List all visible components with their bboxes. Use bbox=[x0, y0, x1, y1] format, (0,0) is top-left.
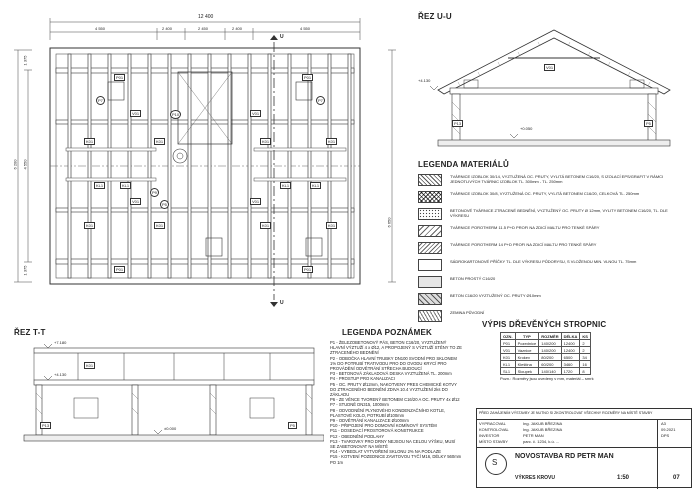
legend-text: SÁDROKARTONOVÉ PŘÍČKY TL. DLE VÝKRESU PŮDORYSU, S VLOŽENOU MIN. VLNOU TL. 75mm bbox=[450, 259, 637, 264]
dim-right-total: 6 650 bbox=[386, 217, 392, 228]
tb-stage: DPS bbox=[661, 433, 670, 438]
tag-k01-g: K01 bbox=[262, 223, 270, 228]
dim-left-seg-3: 1 375 bbox=[22, 265, 28, 276]
legend-item bbox=[418, 189, 688, 207]
table-cell: Pozednice bbox=[515, 340, 539, 347]
legend-item bbox=[418, 291, 688, 309]
legend-item bbox=[418, 206, 688, 224]
note-item: P5 - OC. PRUTY Ø12mm, NAKOTVENY PRES CHEMICKÉ KOTVY DO ZTRACENÉHO BEDNĚNÍ ZDIVA 10.4 VYZTUŽENÍ 2ks DO ZÁKLADU bbox=[330, 381, 457, 398]
section-uu-title: ŘEZ U-U bbox=[418, 12, 452, 21]
tt-tag-p13: P13 bbox=[42, 423, 50, 428]
legend-materials bbox=[418, 172, 690, 322]
swatch-earth bbox=[418, 310, 442, 322]
uu-level-2: +0.050 bbox=[520, 126, 533, 131]
tb-row-value: PETR MAN bbox=[523, 433, 544, 438]
legend-notes-title: LEGENDA POZNÁMEK bbox=[342, 328, 433, 337]
tag-k01-h: K01 bbox=[328, 223, 336, 228]
tb-row-label: KONTROLOVAL bbox=[479, 427, 509, 432]
note-item: P7 - STUDNĚ DN315, 1000mm bbox=[330, 402, 389, 408]
tag-p5: P5 bbox=[162, 202, 167, 207]
table-cell: 1720 bbox=[561, 368, 580, 375]
tt-level-1: +7.180 bbox=[54, 340, 67, 345]
table-header: TYP bbox=[515, 333, 539, 340]
note-item: P8 - ODVODNĚNÍ PLYNOVÉHO KONDENZAČNÍHO KOTLE, PLASTOVÉ KOLO, POTRUBÍ Ø100mm bbox=[330, 407, 446, 418]
tag-p9: P9 bbox=[152, 190, 157, 195]
table-header-row bbox=[501, 333, 591, 340]
legend-item bbox=[418, 223, 688, 241]
table-header: KS bbox=[580, 333, 591, 340]
tag-kl1-a: KL1 bbox=[96, 183, 104, 188]
note-item: P2 - ODBOČKA HLAVNÍ TRUBKY DN100 SVODNÍ PRO SKLONEM 1% DO POTRUBÍ TRATIVODU PRO DO OVODU KRYCÍ PRO PROVÁDĚNÍ ODVĚTRÁNÍ STŘECHA BUDOUCÍ bbox=[330, 355, 457, 372]
note-item: P6 - ZE VĚNCE TVORENÝ BETONEM C16/20 A OC. PRUTY 4x Ø12 bbox=[330, 397, 460, 403]
tag-p7-b: P7 bbox=[318, 98, 323, 103]
tag-k01-b: K01 bbox=[156, 139, 164, 144]
section-tt bbox=[14, 338, 324, 448]
table-header: OZN. bbox=[501, 333, 516, 340]
tb-row-value: parc. č. 1234, k.ú. ... bbox=[523, 439, 560, 444]
tag-p01-d: P01 bbox=[304, 267, 312, 272]
table-header: DÉLKA bbox=[561, 333, 580, 340]
tag-v01-c: V01 bbox=[132, 199, 140, 204]
tag-v01-a: V01 bbox=[132, 111, 140, 116]
swatch-dots bbox=[418, 208, 442, 220]
tag-p01-b: P01 bbox=[304, 75, 312, 80]
table-row bbox=[501, 354, 591, 361]
uu-level-1: +4.130 bbox=[418, 78, 431, 83]
table-cell: 6500 bbox=[561, 354, 580, 361]
tag-p01-c: P01 bbox=[116, 267, 124, 272]
table-row bbox=[501, 347, 591, 354]
tb-scale: 1:50 bbox=[617, 475, 630, 481]
tb-sheet: 07 bbox=[673, 475, 680, 481]
wood-table-note: Pozn.: Rozměry jsou uvedeny v mm, materiál – smrk bbox=[500, 376, 594, 381]
table-cell: 140/140 bbox=[539, 368, 561, 375]
table-row bbox=[501, 340, 591, 347]
swatch-hatch2 bbox=[418, 293, 442, 305]
legend-materials-title: LEGENDA MATERIÁLŮ bbox=[418, 160, 509, 169]
table-cell: 140/200 bbox=[539, 340, 561, 347]
legend-item bbox=[418, 274, 688, 292]
title-block bbox=[476, 408, 692, 488]
tag-kl1-d: KL1 bbox=[312, 183, 320, 188]
cut-label-top: U bbox=[280, 34, 284, 40]
note-item: P1 - ŽELEZOBETONOVÝ PÁS, BETON C16/20, VYZTUŽENÝ HLAVNÍ VÝZTUŽÍ 4 x Ø12, A PROPOJENÝ S VÝZTUŽÍ STĚNY TO ZE ZTRACENÉHO BEDNĚNÍ bbox=[330, 340, 462, 356]
table-cell: 16 bbox=[580, 361, 591, 368]
tag-kl1-b: KL1 bbox=[122, 183, 130, 188]
swatch-diag2 bbox=[418, 242, 442, 254]
swatch-light bbox=[418, 276, 442, 288]
dim-left-seg-1: 1 375 bbox=[22, 55, 28, 66]
wood-table bbox=[500, 332, 660, 381]
tag-v01-b: V01 bbox=[252, 111, 260, 116]
tb-row-label: VYPRACOVAL bbox=[479, 421, 506, 426]
tb-row-value: Ing. JAKUB BŘEZINA bbox=[523, 427, 563, 432]
tb-row-value: Ing. JAKUB BŘEZINA bbox=[523, 421, 563, 426]
note-item: P13 - TVAROVKY PRO DRNY NEJSOU NA CELOU VÝŠKU, MUSÍ SE ZABETONOVAT NA MÍSTĚ bbox=[330, 438, 456, 450]
dim-top-seg-4: 2 400 bbox=[232, 26, 243, 31]
table-cell: 8 bbox=[580, 368, 591, 375]
table-cell: 12400 bbox=[561, 340, 580, 347]
legend-item bbox=[418, 172, 688, 190]
legend-text: ZEMINA PŮVODNÍ bbox=[450, 310, 485, 315]
tb-vdivider bbox=[657, 419, 658, 489]
legend-text: TVÁRNICE IZOBLOK 30/14, VYZTUŽENÁ OC. PRUTY, VYLITÁ BETONEM C16/20, S IZOLACÍ EPS/GRAFIT V RÁMCI JEDNOTLIVÝCH TVÁRNIC IZOBLOK TL. 300mm - TL. 250mm bbox=[450, 174, 664, 184]
title-block-header: PŘED ZAHÁJENÍM VÝSTAVBY JE NUTNO SI ZKONTROLOVAT VŠECHNY ROZMĚRY NA MÍSTĚ STAVBY bbox=[479, 411, 653, 415]
north-label: S bbox=[492, 458, 498, 467]
tb-row-label: MÍSTO STAVBY bbox=[479, 439, 508, 444]
table-cell: 34 bbox=[580, 354, 591, 361]
section-uu bbox=[418, 22, 690, 152]
dim-top-seg-5: 4 550 bbox=[300, 26, 311, 31]
tb-divider bbox=[477, 447, 691, 448]
note-item: P4 - PROSTUP PRO KANALIZACI bbox=[330, 376, 395, 382]
tag-v01-d: V01 bbox=[252, 199, 260, 204]
tt-level-2: +4.130 bbox=[54, 372, 67, 377]
legend-item bbox=[418, 257, 688, 275]
tag-kl1-c: KL1 bbox=[282, 183, 290, 188]
note-item: P3 - BETONOVÁ ZÁKLADOVÁ DESKA VYZTUŽENÁ TL. 200mm bbox=[330, 371, 452, 377]
wood-table-title: VÝPIS DŘEVĚNÝCH STROPNIC bbox=[482, 320, 607, 329]
legend-text: TVÁRNICE IZOBLOK 30/8, VYZTUŽENÁ OC. PRUTY, VYLITÁ BETONEM C16/20, CELKOVÁ TL. 250mm bbox=[450, 191, 640, 196]
tb-drawing: VÝKRES KROVU bbox=[515, 475, 556, 481]
uu-tag-p13: P13 bbox=[454, 121, 462, 126]
table-header: ROZMĚR bbox=[539, 333, 561, 340]
tb-date: 09.2021 bbox=[661, 427, 676, 432]
tb-row-label: INVESTOR bbox=[479, 433, 500, 438]
legend-item bbox=[418, 240, 688, 258]
dim-top-seg-1: 4 550 bbox=[95, 26, 106, 31]
plan-view bbox=[10, 10, 400, 320]
table-cell: P01 bbox=[501, 340, 516, 347]
note-item: P14 - VYBEDLAT VYTVOŘENÍ SKLONU 2% NA PODLAZE bbox=[330, 449, 442, 455]
note-item: P9 - ODVĚTRÁNÍ KANALIZACE Ø100mm bbox=[330, 418, 409, 424]
section-tt-drawing bbox=[14, 338, 324, 448]
tag-k01-a: K01 bbox=[86, 139, 94, 144]
table-cell: Vaznice bbox=[515, 347, 539, 354]
tb-project: NOVOSTAVBA RD PETR MAN bbox=[515, 453, 614, 460]
table-cell: V01 bbox=[501, 347, 516, 354]
legend-text: BETONOVÉ TVÁRNICE ZTRACENÉ BEDNĚNÍ, VYZTUŽENÝ OC. PRUTY Ø 12mm, VYLITY BETONEM C16/20, TL. DLE VÝKRESU bbox=[450, 208, 668, 218]
tb-format: A3 bbox=[661, 421, 666, 426]
section-tt-title: ŘEZ T-T bbox=[14, 328, 46, 337]
section-uu-drawing bbox=[418, 22, 690, 152]
swatch-cross bbox=[418, 191, 442, 203]
table-cell: 3460 bbox=[561, 361, 580, 368]
table-cell: SL1 bbox=[501, 368, 516, 375]
dim-left-total: 6 200 bbox=[12, 159, 18, 170]
table-cell: 80/200 bbox=[539, 354, 561, 361]
legend-text: BETON C16/20 VYZTUŽENÝ OC. PRUTY Ø10mm bbox=[450, 293, 541, 298]
tb-divider bbox=[477, 419, 691, 420]
tt-level-3: ±0.000 bbox=[164, 426, 177, 431]
tag-p10: P10 bbox=[172, 112, 180, 117]
cut-label-bottom: U bbox=[280, 300, 284, 306]
table-cell: 140/200 bbox=[539, 347, 561, 354]
table-cell: Krokev bbox=[515, 354, 539, 361]
table-row bbox=[501, 361, 591, 368]
table-cell: K01 bbox=[501, 354, 516, 361]
note-item: P12 - OBEDNĚNÍ PODLAHY bbox=[330, 433, 385, 439]
dim-top-seg-2: 2 400 bbox=[162, 26, 173, 31]
wood-table-grid bbox=[500, 332, 591, 375]
tag-p7-a: P7 bbox=[98, 98, 103, 103]
tag-k01-e: K01 bbox=[86, 223, 94, 228]
swatch-diag bbox=[418, 225, 442, 237]
table-cell: 2 bbox=[580, 347, 591, 354]
table-cell: 12400 bbox=[561, 347, 580, 354]
tt-tag-k01: K01 bbox=[86, 363, 94, 368]
table-cell: KL1 bbox=[501, 361, 516, 368]
uu-tag-p5: P5 bbox=[646, 121, 651, 126]
table-cell: Sloupek bbox=[515, 368, 539, 375]
swatch-plain bbox=[418, 259, 442, 271]
legend-text: BETON PROSTÝ C16/20 bbox=[450, 276, 496, 281]
tag-k01-d: K01 bbox=[328, 139, 336, 144]
legend-text: TVÁRNICE POROTHERM 14 P+D PROFI NA ZDICÍ MALTU PRO TENKÉ SPÁRY bbox=[450, 242, 597, 247]
note-item: P15 - KOTVENÍ POZEDNICE ZAVITOVOU TYČÍ M16, DÉLKY 560mm PO 1m bbox=[330, 454, 462, 465]
dim-left-seg-2: 4 550 bbox=[22, 159, 28, 170]
uu-tag-v01: V01 bbox=[546, 65, 554, 70]
table-cell: 60/200 bbox=[539, 361, 561, 368]
note-item: P11 - DOSEDACÍ PROSTOROVÁ KONSTRUKCE bbox=[330, 428, 424, 434]
dim-top-total: 12 400 bbox=[198, 14, 214, 20]
table-cell: 2 bbox=[580, 340, 591, 347]
table-row bbox=[501, 368, 591, 375]
note-item: P10 - PŘIPOJENÍ PRO DOMOVNÍ KOMÍNOVÝ SYSTÉM bbox=[330, 423, 437, 429]
table-cell: Kleština bbox=[515, 361, 539, 368]
plan-drawing bbox=[10, 10, 400, 320]
legend-text: TVÁRNICE POROTHERM 11.5 P+D PROFI NA ZDICÍ MALTU PRO TENKÉ SPÁRY bbox=[450, 225, 600, 230]
swatch-hatch bbox=[418, 174, 442, 186]
legend-notes bbox=[330, 340, 462, 490]
tag-k01-c: K01 bbox=[262, 139, 270, 144]
tag-p01-a: P01 bbox=[116, 75, 124, 80]
dim-top-seg-3: 2 450 bbox=[198, 26, 209, 31]
tt-tag-p5: P5 bbox=[290, 423, 295, 428]
tag-k01-f: K01 bbox=[156, 223, 164, 228]
